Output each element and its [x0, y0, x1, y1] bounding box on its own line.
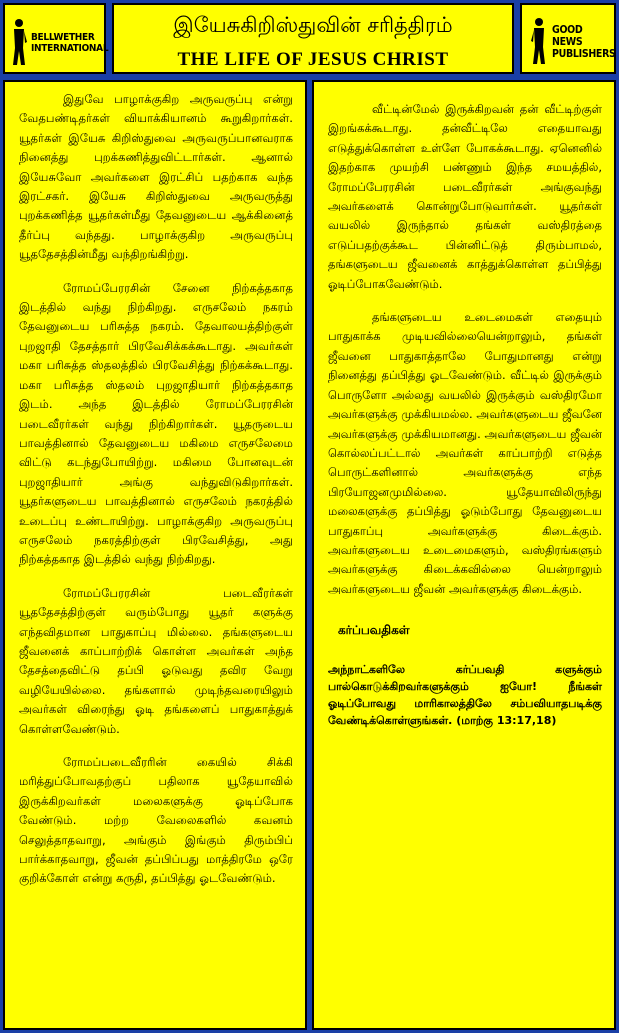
- paragraph: இதுவே பாழாக்குகிற அருவருப்பு என்று வேதபண்டிதர்கள் வியாக்கியானம் கூறுகிறார்கள். யூதர்கள் இயேசு கிறிஸ்துவை அருவருப்பானவராக நினைத்து புறக்கணித்துவிட்டார்கள். ஆனால் இயேசுவோ அவர்களை இரட்சிப் பதற்காக வந்த இரட்சகர். இயேசு கிறிஸ்துவை அருவருத்து புறக்கணித்த யூதர்கள்மீது தேவனுடைய ஆக்கினைத் தீர்ப்பு வந்தது. பாழாக்குகிற அருவருப்பு யூததேசத்தின்மீது வந்திறங்கிற்று.: [19, 92, 293, 262]
- logo-left: [3, 3, 109, 74]
- paragraph: ரோமப்பேரரசின் சேனை நிற்கத்தகாத இடத்தில் வந்து நிற்கிறது. எருசலேம் நகரம் தேவனுடைய பரிசுத்த நகரம். தேவாலயத்திற்குள் புறஜாதி தேசத்தார் பிரவேசிக்கக்கூடாது. அவர்கள் மகா பரிசுத்த ஸ்தலத்தில் பிரவேசித்து நிற்கக்கூடாது. மகா பரிசுத்த ஸ்தலம் புறஜாதியார் நிற்கத்தகாத இடம். அந்த இடத்தில் ரோமப்பேரரசின் படைவீரர்கள் வந்து நிற்கிறார்கள். யூதருடைய பாவத்தினால் தேவனுடைய மகிமை எருசலேமை விட்டு கடந்துபோயிற்று. மகிமை போனவுடன் புறஜாதியார் அங்கு வந்துவிடுகிறார்கள். யூதர்களுடைய பாவத்தினால் எருசலேம் நகரத்தில் உடைப்பு உண்டாயிற்று. பாழாக்குகிற அருவருப்பு எருசலேம் நகரத்திற்குள் பிரவேசித்து, அது நிற்கத்தகாத இடத்தில் வந்து நிற்கிறது.: [19, 280, 293, 567]
- logo-right-line1: GOOD NEWS: [552, 24, 583, 48]
- section-heading: கர்ப்பவதிகள்: [338, 623, 410, 638]
- logo-left-line2: INTERNATIONAL: [31, 43, 109, 54]
- page-title-english: THE LIFE OF JESUS CHRIST: [177, 49, 449, 70]
- left-column: [3, 80, 307, 1030]
- paragraph: ரோமப்பேரரசின் படைவீரர்கள் யூததேசத்திற்குள் வரும்போது யூதர் களுக்கு எந்தவிதமான பாதுகாப்பு மில்லை. தங்களுடைய ஜீவனைக் காப்பாற்றிக் கொள்ள அவர்கள் அந்த தேசத்தைவிட்டு தப்பி ஓடுவது தவிர வேறு வழியேயில்லை. தங்களால் முடிந்தவரையிலும் அவர்கள் விரைந்து ஓடி தங்களைப் பாதுகாத்துக் கொள்ளவேண்டும்.: [19, 585, 293, 736]
- logo-right: [520, 3, 616, 74]
- title-banner: [112, 3, 514, 74]
- paragraph: தங்களுடைய உடைமைகள் எதையும் பாதுகாக்க முடியவில்லையென்றாலும், தங்கள் ஜீவனை பாதுகாத்தாலே போதுமானது என்று நினைத்து தப்பித்து ஓடவேண்டும். வீட்டில் இருக்கும் பொருளோ அல்லது வயலில் இருக்கும் வஸ்திரமோ அவர்களுக்கு முக்கியமல்ல. அவர்களுடைய ஜீவனே அவர்களுக்கு முக்கியமானது. அவர்களுடைய ஜீவன் கொல்லப்பட்டால் அவர்கள் காப்பாற்றி எடுத்த பொருட்களினால் அவர்களுக்கு எந்த பிரயோஜனமுமில்லை. யூதேயாவிலிருந்து மலைகளுக்கு தப்பித்து ஓடும்போது தேவனுடைய பாதுகாப்பு அவர்களுக்கு கிடைக்கும். அவர்களுடைய உடைமைகளும், வஸ்திரங்களும் அவர்களுக்கு கிடைக்கவில்லை யென்றாலும் அவர்களுடைய ஜீவன் அவர்களுக்கு கிடைக்கும்.: [328, 310, 602, 596]
- page-title-tamil: இயேசுகிறிஸ்துவின் சரித்திரம்: [173, 13, 453, 37]
- figure-icon: [10, 18, 28, 66]
- logo-right-line2: PUBLISHERS: [552, 48, 616, 60]
- logo-left-line1: BELLWETHER: [31, 32, 95, 43]
- figure-icon: [530, 17, 548, 65]
- paragraph: வீட்டின்மேல் இருக்கிறவன் தன் வீட்டிற்குள் இறங்கக்கூடாது. தன்வீட்டிலே எதையாவது எடுத்துக்கொள்ள உள்ளே போகக்கூடாது. ஏனெனில் இதற்காக முயற்சி பண்ணும் இந்த சமயத்தில், ரோமப்பேரரசின் படைவீரர்கள் அங்குவந்து அவர்களைக் கொன்றுபோடுவார்கள். யூதர்கள் வயலில் இருந்தால் தங்கள் வஸ்திரத்தை எடுப்பதற்குக்கூட பின்னிட்டுத் திரும்பாமல், தங்களுடைய ஜீவனைக் காத்துக்கொள்ள தப்பித்து ஓடிப்போகவேண்டும்.: [328, 102, 602, 291]
- right-column: [312, 80, 616, 1030]
- scripture-verse: அந்நாட்களிலே கர்ப்பவதி களுக்கும் பால்கொடுக்கிறவர்களுக்கும் ஐயோ! நீங்கள் ஓடிப்போவது மாரிகாலத்திலே சம்பவியாதபடிக்கு வேண்டிக்கொள்ளுங்கள். (மாற்கு 13:17,18): [328, 663, 602, 728]
- paragraph: ரோமப்படைவீரரின் கையில் சிக்கி மரித்துப்போவதற்குப் பதிலாக யூதேயாவில் இருக்கிறவர்கள் மலைகளுக்கு ஓடிப்போக வேண்டும். மற்ற வேலைகளில் கவனம் செலுத்தாதவாறு, அங்கும் இங்கும் திரும்பிப் பார்க்காதவாறு, ஜீவன் தப்பிப்பது மாத்திரமே ஒரே குறிக்கோள் என்று கருதி, தப்பித்து ஓடவேண்டும்.: [19, 755, 293, 886]
